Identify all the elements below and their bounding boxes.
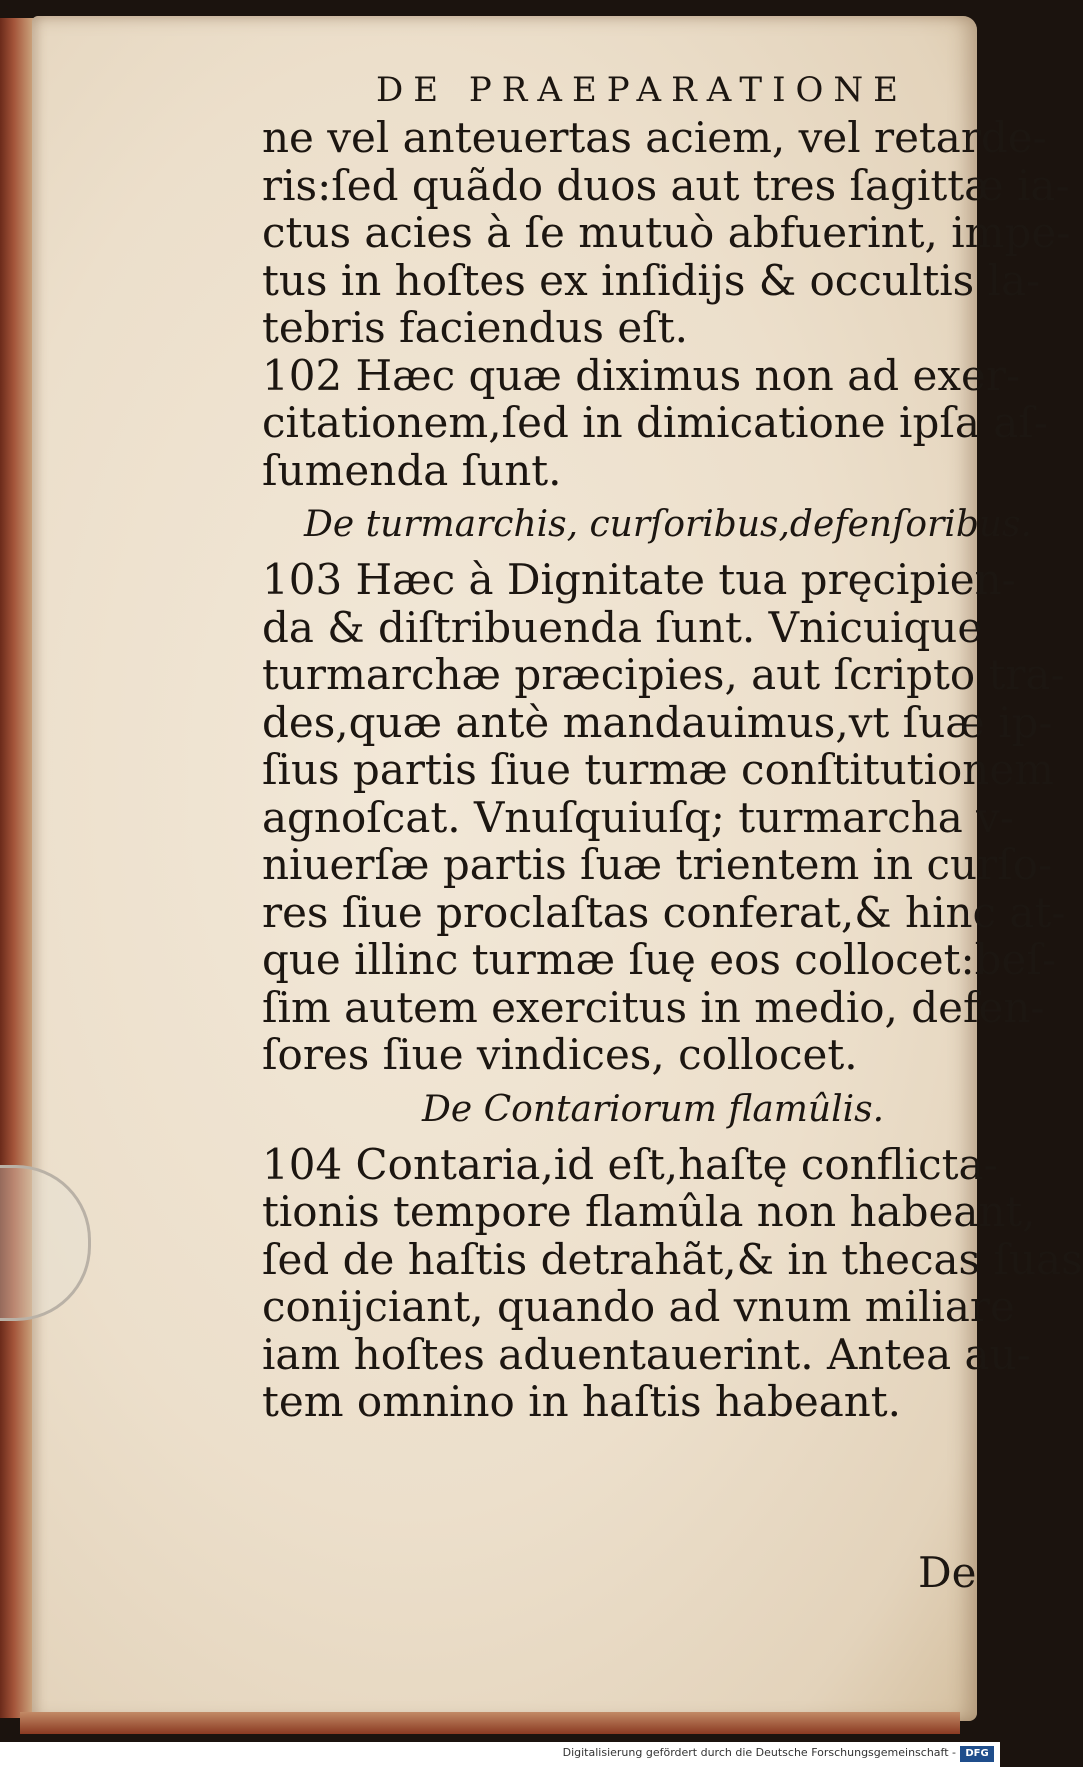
book-edge-bottom [20,1712,960,1734]
text-line: ſores ſiue vindices, collocet. [262,1030,858,1079]
text-line: niuerſæ partis ſuæ trientem in curſo- [262,840,1053,889]
text-block-a [262,113,1071,495]
text-block-b [262,555,1066,1079]
section-heading-contariorum: De Contariorum flamûlis. [422,1088,885,1130]
text-line: citationem,ſed in dimicatione ipſa aſ- [262,398,1049,447]
running-head: DE PRAEPARATIONE [376,70,908,110]
text-line: turmarchæ præcipies, aut ſcripto tra- [262,650,1065,699]
text-line: res ſiue proclaſtas conferat,& hinc at- [262,887,1066,937]
text-line: da & diſtribuenda ſunt. Vnicuique [262,602,983,652]
text-line: ſim autem exercitus in medio, defen- [262,982,1045,1032]
text-line: 103 Hæc à Dignitate tua pręcipien- [262,555,1016,604]
text-line: conijciant, quando ad vnum miliare [262,1282,1015,1331]
text-line: ſumenda ſunt. [262,445,562,495]
text-line: ctus acies à ſe mutuò abfuerint, impe- [262,208,1071,257]
footer-credit: Digitalisierung gefördert durch die Deutsche Forschungsgemeinschaft - [562,1746,956,1759]
section-heading-turmarchis: De turmarchis, curſoribus,defenſoribus. [304,504,1032,545]
footer-bar [0,1742,1000,1767]
text-line: agnoſcat. Vnuſquiuſq; turmarcha v- [262,792,1015,842]
text-line: ſius partis ſiue turmæ conſtitutionem [262,745,1055,794]
text-line: ſed de haſtis detrahãt,& in thecas ſuas [262,1234,1083,1284]
text-line: tem omnino in haſtis habeant. [262,1377,902,1426]
text-line: tebris faciendus eſt. [262,303,688,352]
text-line: ris:ſed quãdo duos aut tres ſagittæ ia- [262,160,1070,210]
text-line: tionis tempore flamûla non habeant, [262,1187,1036,1236]
text-block-c [262,1139,1083,1426]
text-line: tus in hoſtes ex inſidijs & occultis la- [262,255,1041,305]
text-line: des,quæ antè mandauimus,vt ſuæ ip- [262,697,1053,747]
text-line: 104 Contaria,id eſt,haſtę conflicta- [262,1139,998,1189]
text-line: iam hoſtes aduentauerint. Antea au- [262,1329,1031,1379]
dfg-logo-icon: DFG [960,1746,994,1762]
text-line: 102 Hæc quæ diximus non ad exer- [262,350,1021,400]
text-line: ne vel anteuertas aciem, vel retarde- [262,113,1047,162]
page-text [262,70,1083,1426]
catchword: De [918,1548,977,1597]
text-line: que illinc turmæ ſuę eos collocet:beſ- [262,935,1057,984]
